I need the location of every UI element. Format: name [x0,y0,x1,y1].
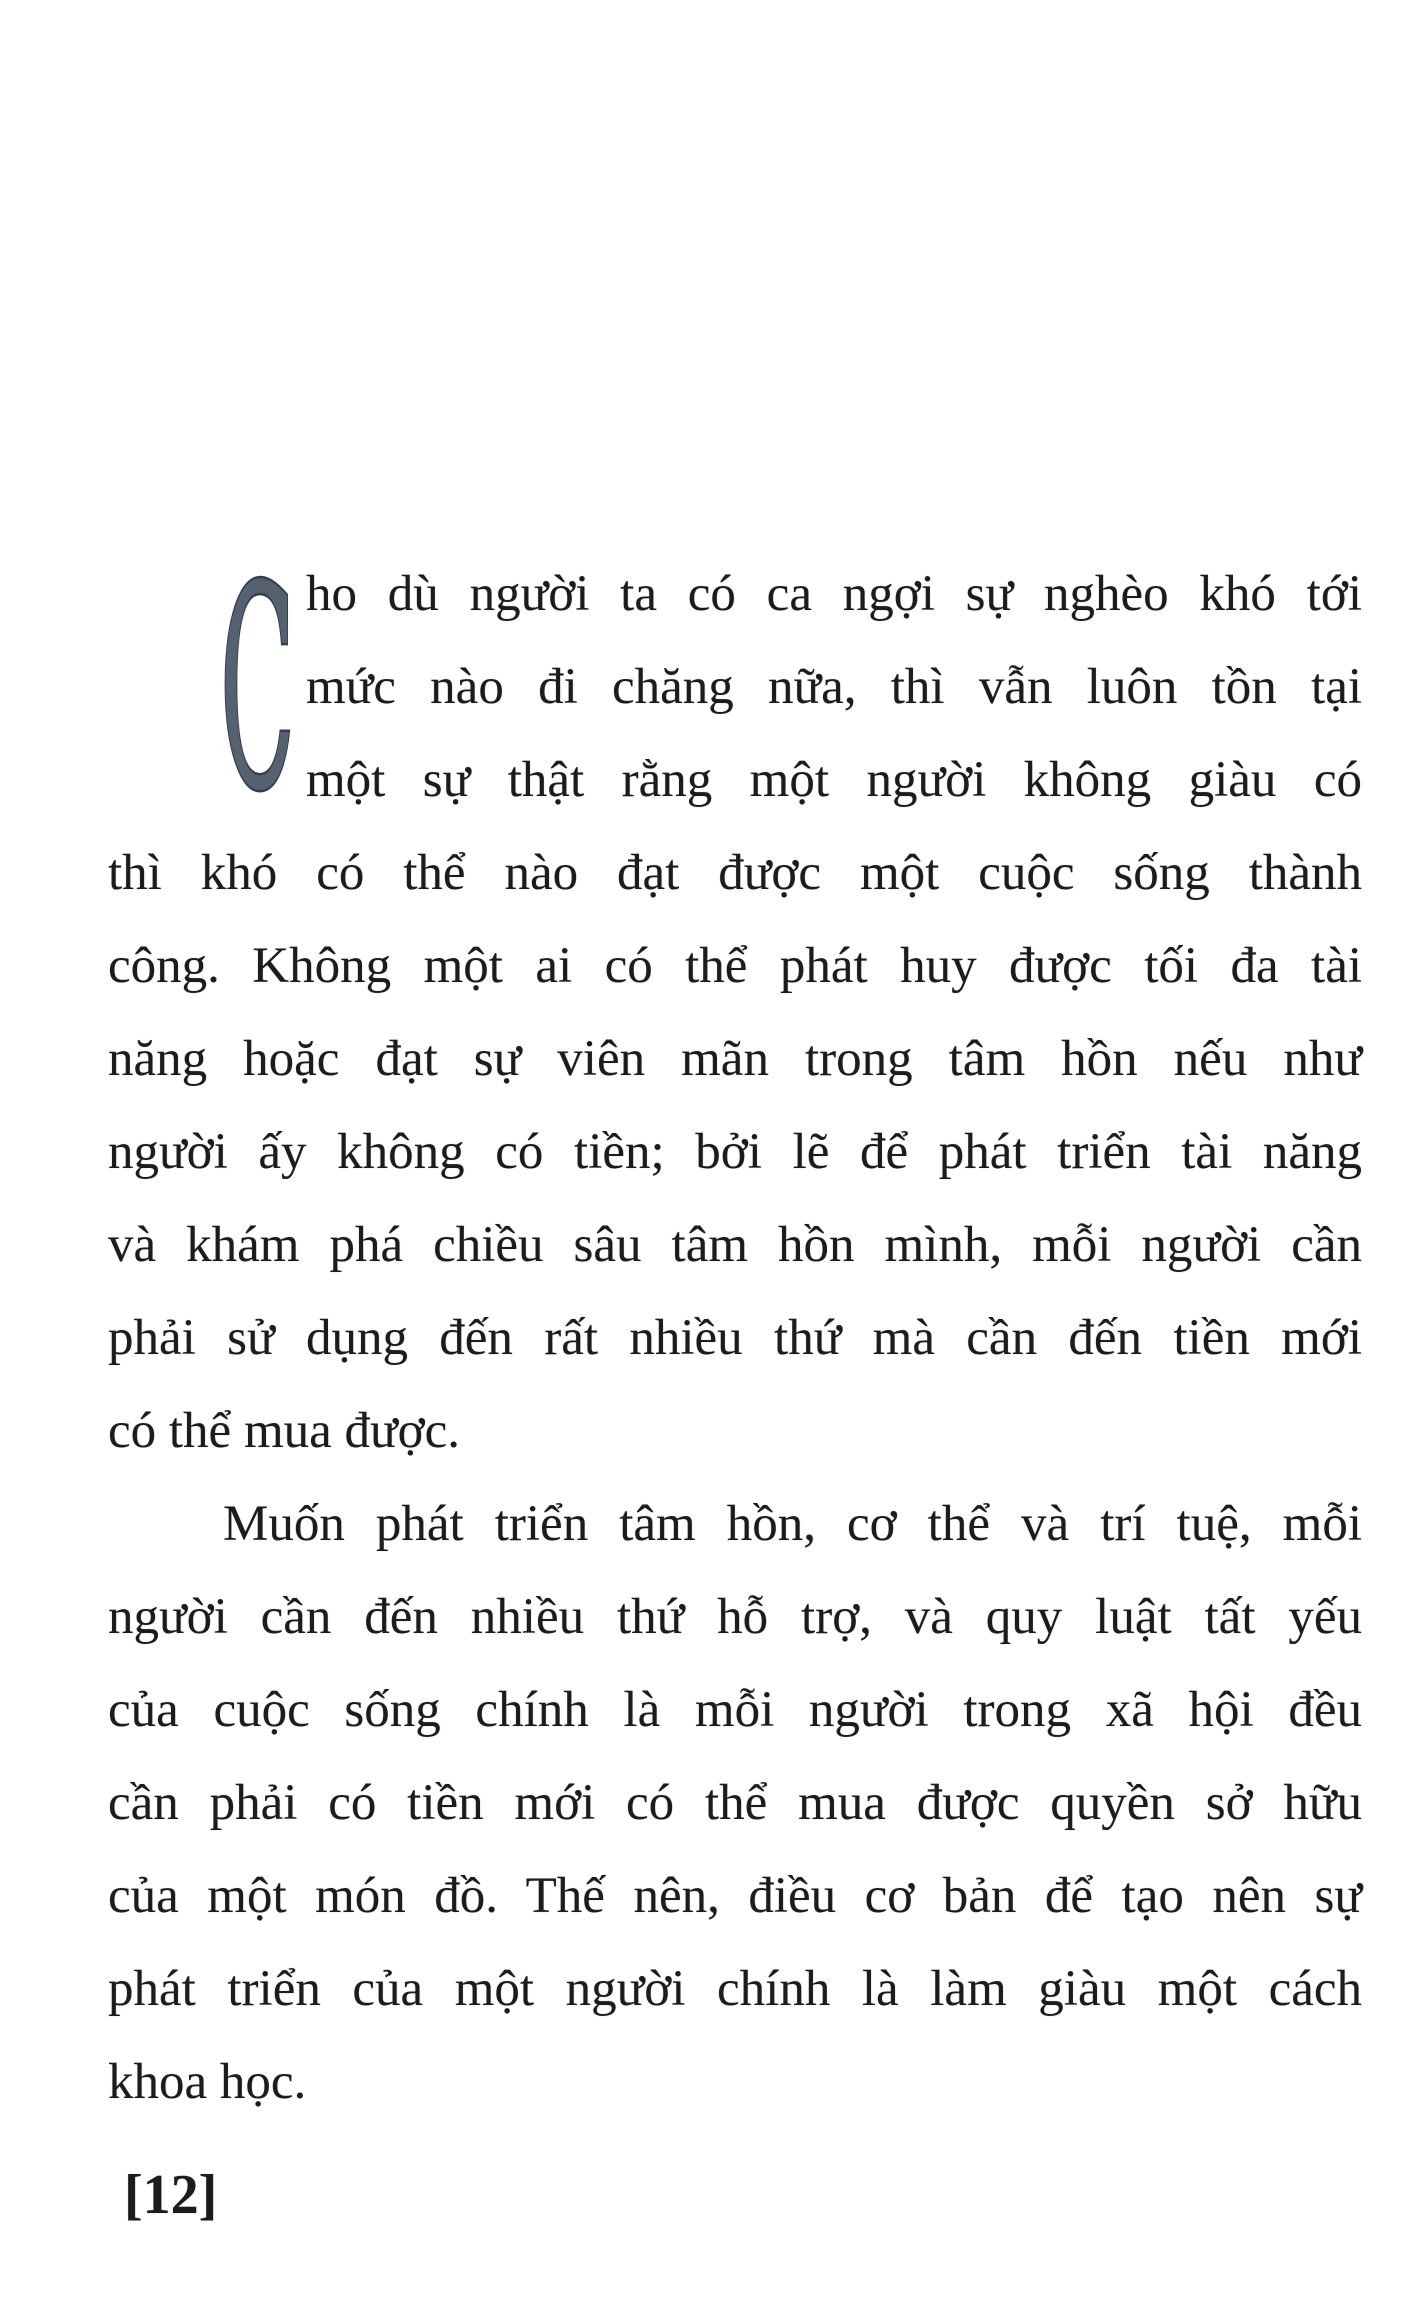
text-line: và khám phá chiều sâu tâm hồn mình, mỗi người cần [108,1217,1362,1273]
text-line: năng hoặc đạt sự viên mãn trong tâm hồn nếu như [108,1031,1362,1087]
text-line: cần phải có tiền mới có thể mua được quyền sở hữu [108,1775,1362,1831]
text-line: phát triển của một người chính là làm giàu một cách [108,1961,1362,2017]
text-line: của một món đồ. Thế nên, điều cơ bản để tạo nên sự [108,1868,1362,1924]
text-line: của cuộc sống chính là mỗi người trong xã hội đều [108,1682,1362,1738]
body-text-block [108,527,1362,2129]
text-line: Muốn phát triển tâm hồn, cơ thể và trí tuệ, mỗi [223,1496,1362,1552]
text-line: người cần đến nhiều thứ hỗ trợ, và quy luật tất yếu [108,1589,1362,1645]
text-line: có thể mua được. [108,1403,460,1459]
text-line: người ấy không có tiền; bởi lẽ để phát triển tài năng [108,1124,1362,1180]
dropcap-letter-c: C [220,527,295,853]
text-line: ho dù người ta có ca ngợi sự nghèo khó tới [306,566,1362,622]
text-line: công. Không một ai có thể phát huy được tối đa tài [108,938,1362,994]
text-line: mức nào đi chăng nữa, thì vẫn luôn tồn tại [306,659,1362,715]
text-line: khoa học. [108,2054,307,2110]
page-number: [12] [124,2164,218,2226]
text-line: một sự thật rằng một người không giàu có [306,752,1362,808]
text-line: thì khó có thể nào đạt được một cuộc sống thành [108,845,1362,901]
text-line: phải sử dụng đến rất nhiều thứ mà cần đến tiền mới [108,1310,1362,1366]
